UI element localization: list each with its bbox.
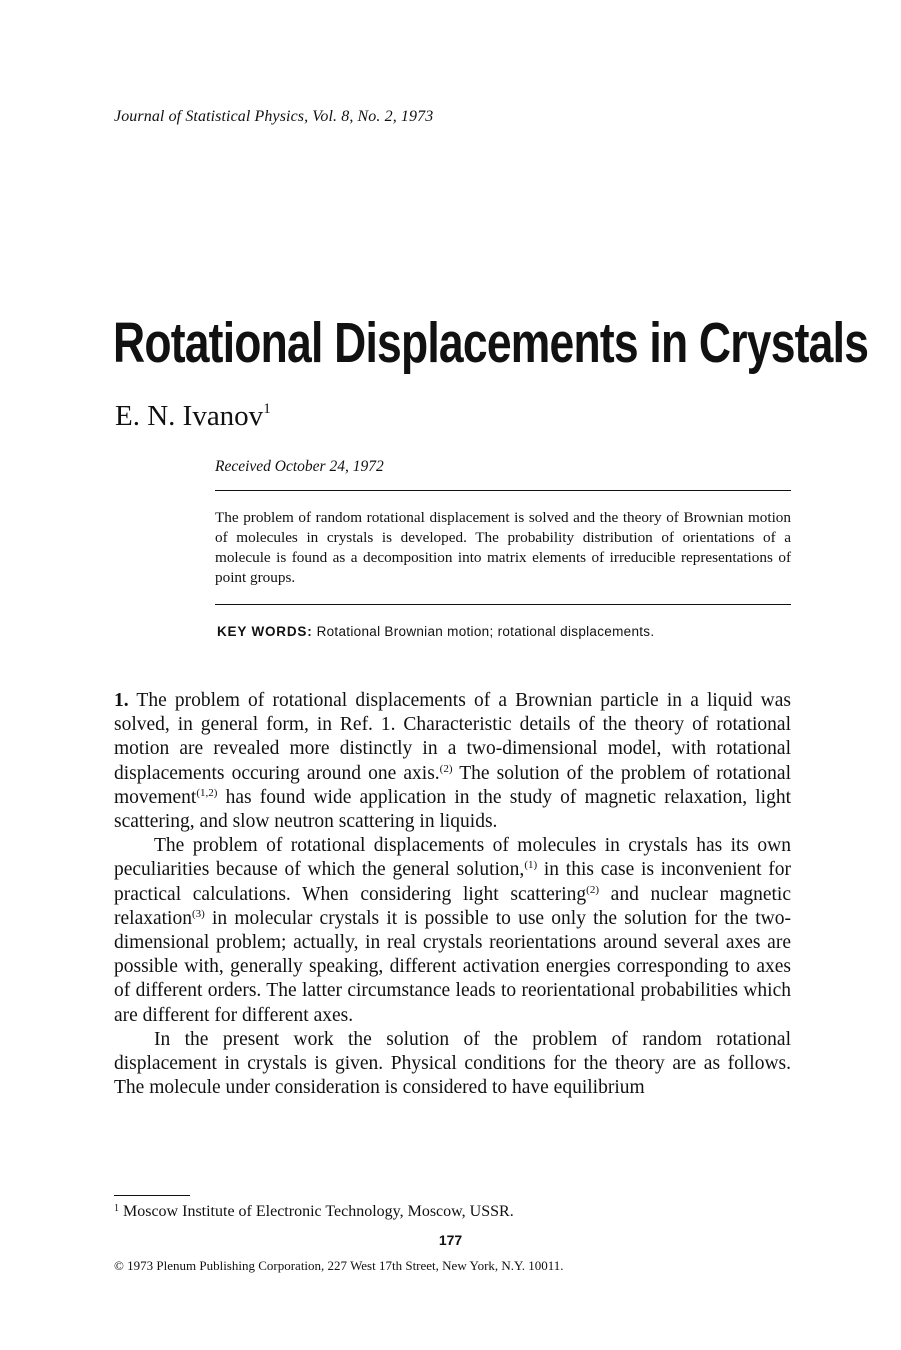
- author-line: [115, 400, 271, 433]
- paragraph-1: [114, 689, 791, 834]
- copyright-line: © 1973 Plenum Publishing Corporation, 227 West 17th Street, New York, N.Y. 10011.: [114, 1258, 564, 1273]
- paragraph-text: in molecular crystals it is possible to use only the solution for the two-dimensional problem; actually, in real crystals reorientations around several axes are possible with, generally speaking, different activation energies corresponding to axes of different orders. The latter circumstance leads to reorientational probabilities which are different for different axes.: [114, 907, 791, 1026]
- paragraph-text: In the present work the solution of the problem of random rotational displacement in crystals is given. Physical conditions for the theory are as follows. The molecule under consideration is considered to have equilibrium: [114, 1028, 791, 1099]
- body-text: [114, 689, 791, 1100]
- paragraph-text: and nuclear magnetic relaxation: [114, 883, 791, 929]
- abstract: The problem of random rotational displacement is solved and the theory of Brownian motion of molecules in crystals is developed. The probability distribution of orientations of a molecule is found as a decomposition into matrix elements of irreducible representations of point groups.: [215, 509, 791, 586]
- paragraph-3: [114, 1028, 791, 1101]
- reference-mark: (2): [439, 762, 453, 775]
- author-note-mark: 1: [263, 401, 271, 417]
- article-title: Rotational Displacements in Crystals: [113, 311, 869, 375]
- author-name: E. N. Ivanov: [115, 400, 264, 432]
- keywords-text: Rotational Brownian motion; rotational displacements.: [316, 624, 655, 639]
- section-number: 1.: [114, 690, 129, 711]
- footnote-mark: 1: [114, 1203, 119, 1214]
- footnote-rule: [114, 1195, 190, 1196]
- abstract-bottom-rule: [215, 604, 791, 605]
- reference-mark: (1,2): [196, 786, 218, 799]
- footnote: [114, 1203, 514, 1221]
- reference-mark: (1): [524, 859, 538, 872]
- keywords: [217, 624, 654, 639]
- paragraph-text: has found wide application in the study of magnetic relaxation, light scattering, and slow neutron scattering in liquids.: [114, 786, 791, 833]
- paragraph-text: The problem of rotational displacements of a Brownian particle in a liquid was solved, in general form, in Ref. 1. Characteristic details of the theory of rotational motion are revealed more distinctly in a two-dimensional model, with rotational displacements occuring around one axis.: [114, 690, 791, 784]
- paragraph-text: The solution of the problem of rotational movement: [114, 762, 792, 808]
- paragraph-text: in this case is inconvenient for practical calculations. When considering light scattering: [114, 859, 791, 905]
- abstract-top-rule: [215, 490, 791, 491]
- reference-mark: (3): [191, 907, 205, 920]
- paragraph-text: The problem of rotational displacements of molecules in crystals has its own peculiarities because of which the general solution,: [114, 835, 791, 881]
- journal-citation: Journal of Statistical Physics, Vol. 8, No. 2, 1973: [114, 108, 434, 125]
- footnote-text: Moscow Institute of Electronic Technology, Moscow, USSR.: [119, 1203, 514, 1220]
- received-date: Received October 24, 1972: [215, 458, 384, 475]
- reference-mark: (2): [586, 883, 599, 896]
- paragraph-2: [114, 834, 791, 1028]
- page-number: 177: [438, 1232, 463, 1248]
- keywords-label: KEY WORDS:: [217, 624, 313, 639]
